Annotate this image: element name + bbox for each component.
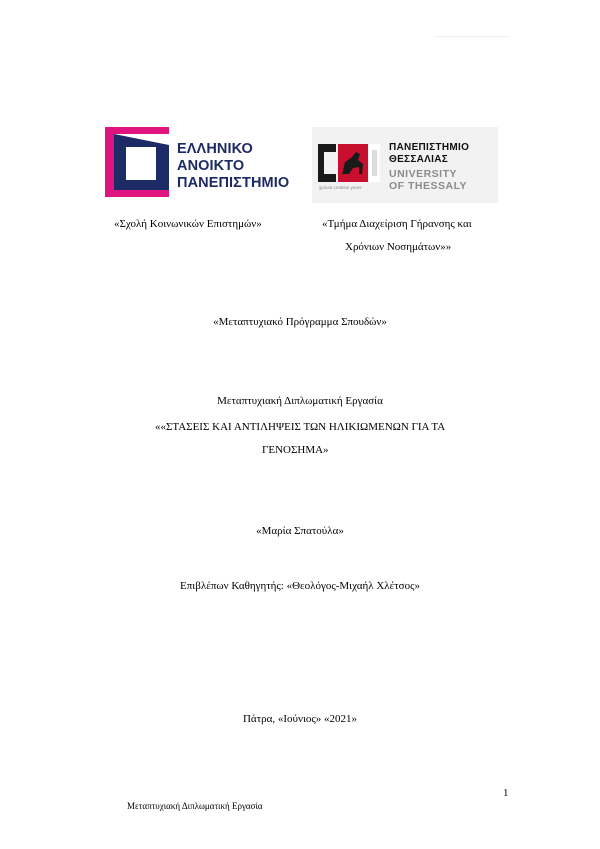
header-rule: [436, 36, 508, 37]
uth-logo-line4: OF THESSALY: [389, 180, 468, 192]
thesis-type: Μεταπτυχιακή Διπλωματική Εργασία: [217, 395, 383, 407]
university-of-thessaly-logo: [312, 127, 498, 203]
uth-logo-mark-icon: [318, 144, 380, 182]
uth-logo-line3: UNIVERSITY: [389, 168, 458, 180]
department-line1: «Τμήμα Διαχείριση Γήρανσης και: [322, 218, 472, 230]
hellenic-open-university-logo: [105, 127, 295, 199]
page-footer: Μεταπτυχιακή Διπλωματική Εργασία: [127, 801, 263, 811]
uth-logo-line1: ΠΑΝΕΠΙΣΤΗΜΙΟ: [389, 142, 470, 153]
school-name: «Σχολή Κοινωνικών Επιστημών»: [114, 218, 262, 230]
eap-logo-mark-icon: [105, 127, 169, 197]
thesis-title-line1: ««ΣΤΑΣΕΙΣ ΚΑΙ ΑΝΤΙΛΗΨΕΙΣ ΤΩΝ ΗΛΙΚΙΩΜΕΝΩΝ ΓΙΑ ΤΑ: [155, 421, 446, 433]
supervisor: Επιβλέπων Καθηγητής: «Θεολόγος-Μιχαήλ Χλέτσος»: [180, 580, 420, 592]
place-date: Πάτρα, «Ιούνιος» «2021»: [242, 713, 358, 725]
thesis-title-line2: ΓΕΝΟΣΗΜΑ»: [262, 444, 329, 456]
eap-logo-text: [177, 141, 289, 192]
uth-logo-text: [389, 142, 469, 192]
department-line2: Χρόνιων Νοσημάτων»»: [345, 241, 452, 253]
page-number: 1: [503, 787, 509, 799]
program-name: «Μεταπτυχιακό Πρόγραμμα Σπουδών»: [213, 316, 387, 328]
eap-logo-line1: ΕΛΛΗΝΙΚΟ: [177, 141, 253, 157]
eap-logo-line3: ΠΑΝΕΠΙΣΤΗΜΙΟ: [177, 175, 290, 191]
uth-anniversary-text: χρόνια creative years: [319, 185, 362, 190]
author-name: «Μαρία Σπατούλα»: [256, 525, 344, 537]
eap-logo-line2: ΑΝΟΙΚΤΟ: [177, 158, 245, 174]
uth-logo-line2: ΘΕΣΣΑΛΙΑΣ: [389, 154, 449, 165]
